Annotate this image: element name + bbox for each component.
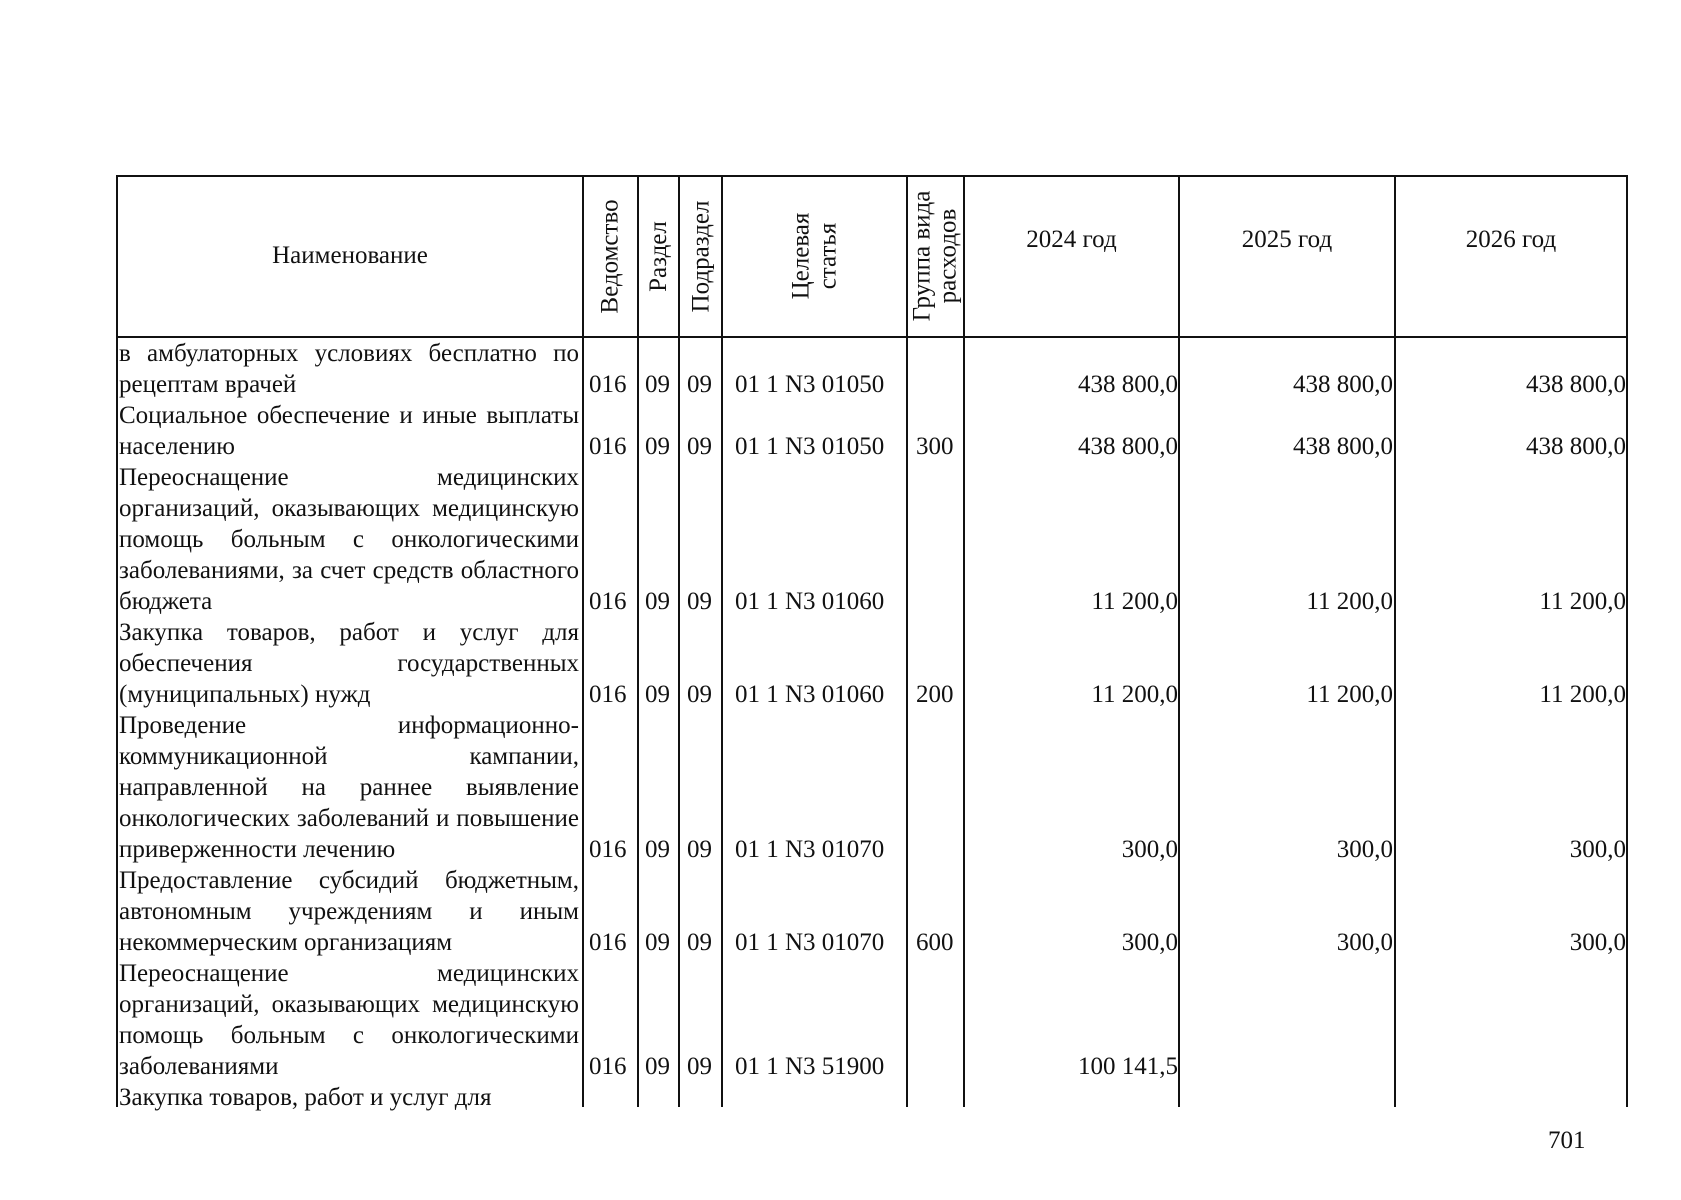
cell-2025: 438 800,0 — [1293, 433, 1393, 460]
cell-podrazdel: 09 — [687, 836, 712, 863]
cell-celevaya: 01 1 N3 01050 — [735, 433, 885, 460]
header-celevaya-statya: Целевая статья — [787, 212, 842, 300]
cell-celevaya: 01 1 N3 01060 — [735, 588, 885, 615]
column-divider — [1394, 175, 1396, 1107]
cell-2026: 11 200,0 — [1539, 588, 1626, 615]
header-2024: 2024 год — [1026, 226, 1117, 253]
row-name: Предоставление субсидий бюджетным, автономным учреждениям и иным некоммерческим организациям — [119, 867, 579, 956]
page-number: 701 — [1548, 1127, 1586, 1154]
cell-podrazdel: 09 — [687, 929, 712, 956]
cell-2025: 300,0 — [1336, 929, 1393, 956]
cell-2026: 438 800,0 — [1526, 371, 1626, 398]
cell-razdel: 09 — [645, 588, 670, 615]
cell-ved: 016 — [589, 929, 627, 956]
cell-2024: 100 141,5 — [1078, 1053, 1178, 1080]
cell-2026: 438 800,0 — [1526, 433, 1626, 460]
cell-ved: 016 — [589, 836, 627, 863]
cell-razdel: 09 — [645, 929, 670, 956]
header-2025: 2025 год — [1241, 226, 1333, 253]
row-name: Социальное обеспечение и иные выплаты населению — [119, 402, 579, 460]
cell-razdel: 09 — [645, 433, 670, 460]
cell-2024: 438 800,0 — [1078, 371, 1178, 398]
cell-2026: 300,0 — [1569, 836, 1626, 863]
cell-vr: 300 — [916, 433, 954, 460]
header-vedomstvo: Ведомство — [597, 198, 625, 314]
row-name: Переоснащение медицинских организаций, оказывающих медицинскую помощь больным с онкологическими заболеваниями, за счет средств областного бюджета — [119, 464, 579, 615]
cell-2026: 11 200,0 — [1539, 681, 1626, 708]
cell-2024: 11 200,0 — [1091, 588, 1178, 615]
cell-celevaya: 01 1 N3 01070 — [735, 929, 885, 956]
cell-vr: 600 — [916, 929, 954, 956]
cell-celevaya: 01 1 N3 51900 — [735, 1053, 885, 1080]
cell-2025: 438 800,0 — [1293, 371, 1393, 398]
cell-celevaya: 01 1 N3 01050 — [735, 371, 885, 398]
cell-razdel: 09 — [645, 681, 670, 708]
cell-podrazdel: 09 — [687, 588, 712, 615]
cell-ved: 016 — [589, 433, 627, 460]
cell-2024: 300,0 — [1121, 836, 1178, 863]
cell-2024: 300,0 — [1121, 929, 1178, 956]
row-name: Закупка товаров, работ и услуг для — [119, 1084, 492, 1111]
cell-ved: 016 — [589, 371, 627, 398]
header-gruppa-vida-rashodov: Группа вида расходов — [908, 190, 962, 322]
cell-2024: 438 800,0 — [1078, 433, 1178, 460]
row-name: Закупка товаров, работ и услуг для обеспечения государственных (муниципальных) нужд — [119, 619, 579, 708]
cell-2024: 11 200,0 — [1091, 681, 1178, 708]
cell-2025: 11 200,0 — [1306, 588, 1393, 615]
header-razdel: Раздел — [645, 220, 672, 292]
header-podrazdel: Подраздел — [687, 200, 714, 312]
column-divider — [963, 175, 965, 1107]
cell-vr: 200 — [916, 681, 954, 708]
cell-2026: 300,0 — [1569, 929, 1626, 956]
cell-ved: 016 — [589, 1053, 627, 1080]
row-name: в амбулаторных условиях бесплатно по рецептам врачей — [119, 340, 579, 398]
cell-razdel: 09 — [645, 836, 670, 863]
cell-celevaya: 01 1 N3 01060 — [735, 681, 885, 708]
cell-razdel: 09 — [645, 371, 670, 398]
cell-2025: 300,0 — [1336, 836, 1393, 863]
cell-podrazdel: 09 — [687, 1053, 712, 1080]
cell-podrazdel: 09 — [687, 371, 712, 398]
cell-ved: 016 — [589, 588, 627, 615]
header-2026: 2026 год — [1465, 226, 1557, 253]
cell-razdel: 09 — [645, 1053, 670, 1080]
cell-ved: 016 — [589, 681, 627, 708]
cell-podrazdel: 09 — [687, 681, 712, 708]
cell-celevaya: 01 1 N3 01070 — [735, 836, 885, 863]
cell-2025: 11 200,0 — [1306, 681, 1393, 708]
cell-podrazdel: 09 — [687, 433, 712, 460]
header-name: Наименование — [272, 242, 428, 269]
column-divider — [1178, 175, 1180, 1107]
row-name: Проведение информационно-коммуникационной кампании, направленной на раннее выявление онкологических заболеваний и повышение приверженности лечению — [119, 712, 579, 863]
row-name: Переоснащение медицинских организаций, оказывающих медицинскую помощь больным с онкологическими заболеваниями — [119, 960, 579, 1080]
